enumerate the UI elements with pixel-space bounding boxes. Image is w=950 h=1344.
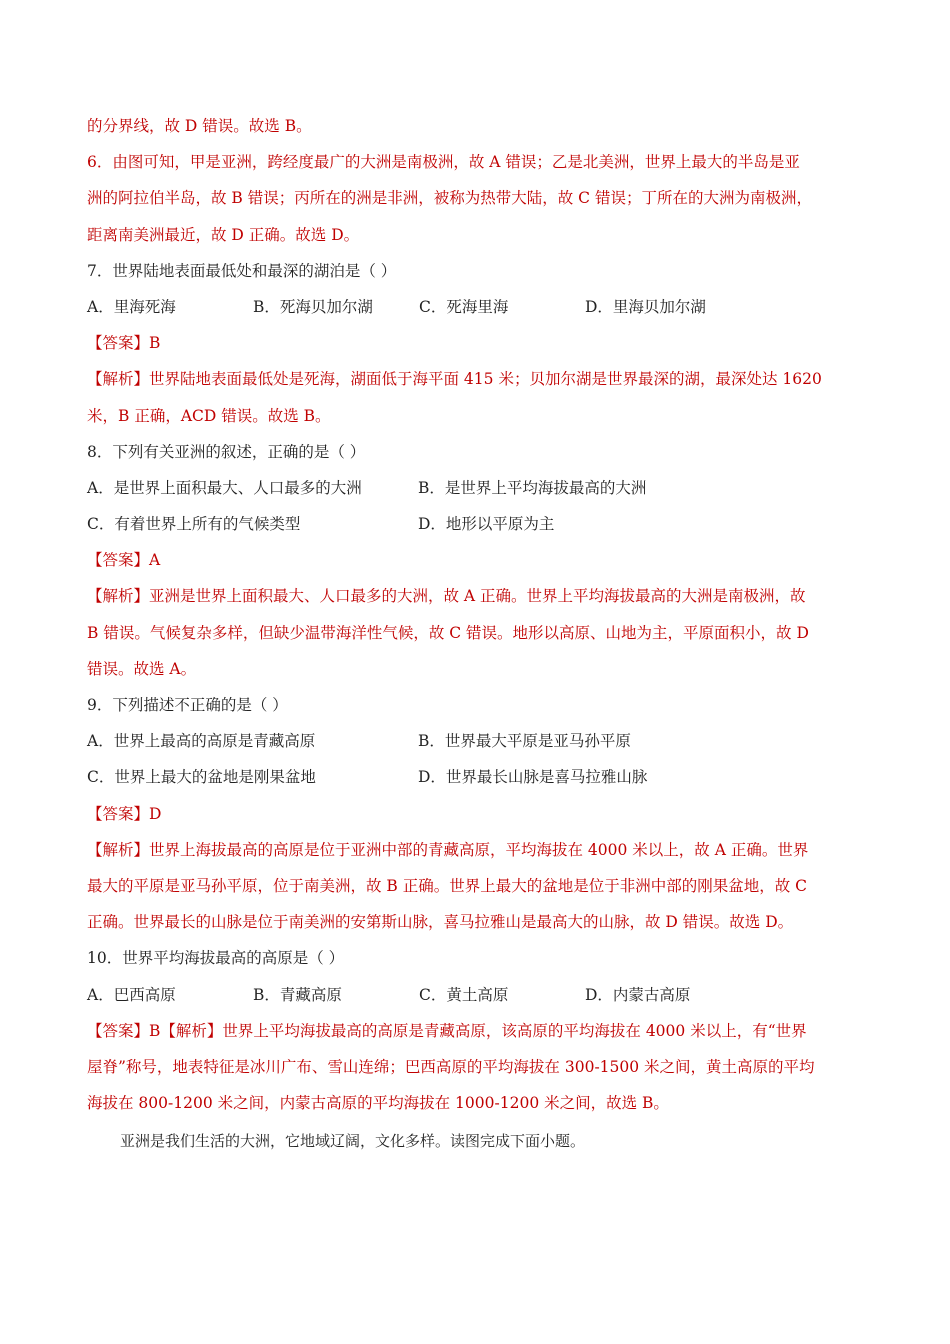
q9-explanation-line: 【解析】世界上海拔最高的高原是位于亚洲中部的青藏高原，平均海拔在 4000 米以上，故 A 正确。世界 [87,840,809,859]
page-content [87,108,863,1159]
q7-option-b: B．死海贝加尔湖 [253,297,373,316]
question-7 [87,253,863,434]
prev-explanation-tail: 的分界线，故 D 错误。故选 B。 [87,117,312,135]
q9-explanation-line: 最大的平原是亚马孙平原，位于南美洲，故 B 正确。世界上最大的盆地是位于非洲中部的刚果盆地，故 C [87,876,808,895]
question-9 [87,687,863,940]
q6-explanation-line: 距离南美洲最近，故 D 正确。故选 D。 [87,225,360,244]
q8-explanation-line: B 错误。气候复杂多样，但缺少温带海洋性气候，故 C 错误。地形以高原、山地为主，平原面积小，故 D [87,623,809,642]
q9-options-row-2 [87,759,863,795]
q8-explanation-line: 错误。故选 A。 [87,659,197,678]
q10-option-c: C．黄土高原 [419,985,509,1004]
q6-explanation [87,144,863,253]
q6-explanation-line: 6．由图可知，甲是亚洲，跨经度最广的大洲是南极洲，故 A 错误；乙是北美洲，世界上最大的半岛是亚 [87,153,800,172]
q9-answer: 【答案】D [87,804,162,823]
section-intro: 亚洲是我们生活的大洲，它地域辽阔，文化多样。读图完成下面小题。 [120,1132,586,1151]
q7-explanation-line: 米，B 正确，ACD 错误。故选 B。 [87,406,331,425]
question-8 [87,434,863,687]
q7-option-c: C．死海里海 [419,297,509,316]
q7-explanation-line: 【解析】世界陆地表面最低处是死海，湖面低于海平面 415 米；贝加尔湖是世界最深的湖，最深处达 1620 [87,370,822,389]
q10-explanation-line: 【答案】B【解析】世界上平均海拔最高的高原是青藏高原，该高原的平均海拔在 4000 米以上，有“世界 [87,1021,807,1040]
q10-stem: 10．世界平均海拔最高的高原是（ ） [87,949,345,968]
q9-option-d: D．世界最长山脉是喜马拉雅山脉 [418,768,648,787]
q7-option-a: A．里海死海 [87,297,176,316]
q9-option-b: B．世界最大平原是亚马孙平原 [418,732,631,751]
q9-options-row-1 [87,723,863,759]
q9-explanation-line: 正确。世界最长的山脉是位于南美洲的安第斯山脉，喜马拉雅山是最高大的山脉，故 D 错误。故选 D。 [87,913,794,932]
q6-explanation-line: 洲的阿拉伯半岛，故 B 错误；丙所在的洲是非洲，被称为热带大陆，故 C 错误；丁所在的大洲为南极洲， [87,189,812,208]
q8-answer: 【答案】A [87,551,161,570]
q7-options [87,289,863,325]
q8-options-row-2 [87,506,863,542]
q10-explanation-line: 海拔在 800-1200 米之间，内蒙古高原的平均海拔在 1000-1200 米之间，故选 B。 [87,1094,669,1113]
q7-answer: 【答案】B [87,334,161,353]
q7-option-d: D．里海贝加尔湖 [585,297,706,316]
q9-option-a: A．世界上最高的高原是青藏高原 [87,732,316,751]
q9-stem: 9．下列描述不正确的是（ ） [87,696,288,714]
q10-options [87,977,863,1013]
q8-option-d: D．地形以平原为主 [418,515,555,534]
q9-option-c: C．世界上最大的盆地是刚果盆地 [87,768,316,787]
q8-options-row-1 [87,470,863,506]
q8-stem: 8．下列有关亚洲的叙述，正确的是（ ） [87,442,366,461]
q8-option-b: B．是世界上平均海拔最高的大洲 [418,478,647,497]
question-10 [87,940,863,1121]
q8-option-c: C．有着世界上所有的气候类型 [87,515,301,534]
q10-explanation-line: 屋脊”称号，地表特征是冰川广布、雪山连绵；巴西高原的平均海拔在 300-1500 米之间，黄土高原的平均 [87,1057,815,1076]
q8-explanation-line: 【解析】亚洲是世界上面积最大、人口最多的大洲，故 A 正确。世界上平均海拔最高的大洲是南极洲，故 [87,587,806,606]
q7-stem: 7．世界陆地表面最低处和最深的湖泊是（ ） [87,261,397,280]
q10-option-b: B．青藏高原 [253,985,342,1004]
q8-option-a: A．是世界上面积最大、人口最多的大洲 [87,478,362,497]
q10-option-d: D．内蒙古高原 [585,985,691,1004]
q10-option-a: A．巴西高原 [87,985,176,1004]
